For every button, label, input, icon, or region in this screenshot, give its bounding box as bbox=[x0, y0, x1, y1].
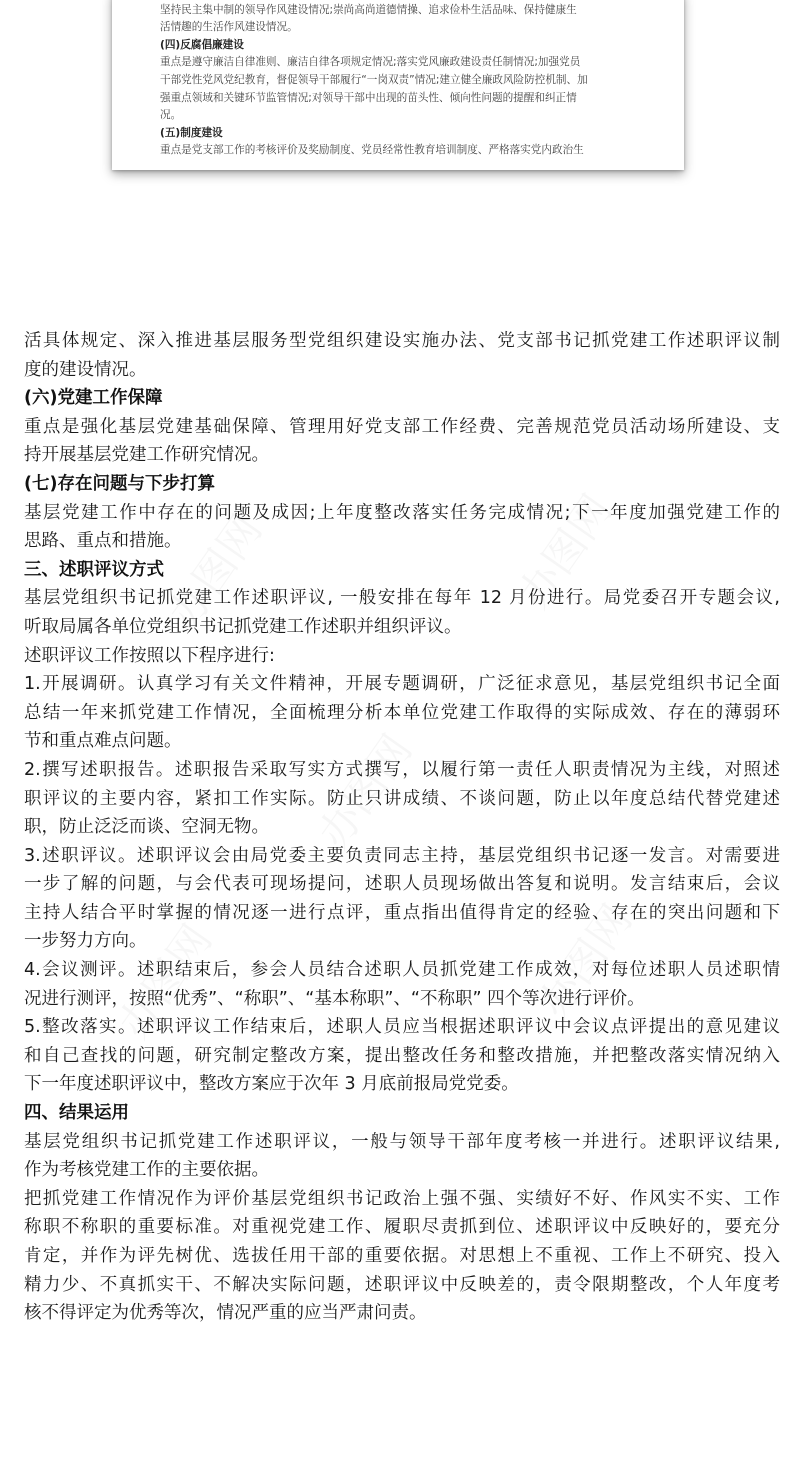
paper-line: 坚持民主集中制的领导作风建设情况;崇尚高尚道德情操、追求俭朴生活品味、保持健康生 bbox=[160, 3, 577, 16]
body-line: 把抓党建工作情况作为评价基层党组织书记政治上强不强、实绩好不好、作风实不实、工作 bbox=[24, 1188, 780, 1209]
paper-page bbox=[112, 0, 684, 170]
section-heading-7: (七)存在问题与下步打算 bbox=[24, 473, 215, 494]
step-line: 5.整改落实。述职评议工作结束后，述职人员应当根据述职评议中会议点评提出的意见建议 bbox=[24, 1017, 780, 1038]
step-line: 职评议的主要内容，紧扣工作实际。防止只讲成绩、不谈问题，防止以年度总结代替党建述 bbox=[24, 788, 780, 809]
body-line: 基层党组织书记抓党建工作述职评议，一般与领导干部年度考核一并进行。述职评议结果, bbox=[24, 1131, 780, 1152]
paper-line: 重点是党支部工作的考核评价及奖励制度、党员经常性教育培训制度、严格落实党内政治生 bbox=[160, 144, 584, 157]
step-line: 3.述职评议。述职评议会由局党委主要负责同志主持，基层党组织书记逐一发言。对需要进 bbox=[24, 845, 780, 866]
chapter-heading-3: 三、述职评议方式 bbox=[24, 559, 164, 580]
body-line: 度的建设情况。 bbox=[24, 359, 147, 380]
step-line: 主持人结合平时掌握的情况逐一进行点评，重点指出值得肯定的经验、存在的突出问题和下 bbox=[24, 902, 780, 923]
body-line: 基层党组织书记抓党建工作述职评议, 一般安排在每年 12 月份进行。局党委召开专题会议, bbox=[24, 588, 780, 609]
step-line: 1.开展调研。认真学习有关文件精神，开展专题调研，广泛征求意见，基层党组织书记全面 bbox=[24, 674, 780, 695]
paper-content bbox=[160, 0, 648, 160]
body-line: 肯定，并作为评先树优、选拔任用干部的重要依据。对思想上不重视、工作上不研究、投入 bbox=[24, 1246, 780, 1266]
step-line: 节和重点难点问题。 bbox=[24, 731, 182, 752]
paper-heading-5: (五)制度建设 bbox=[160, 126, 223, 139]
step-line: 总结一年来抓党建工作情况，全面梳理分析本单位党建工作取得的实际成效、存在的薄弱环 bbox=[24, 702, 780, 723]
body-line: 活具体规定、深入推进基层服务型党组织建设实施办法、党支部书记抓党建工作述职评议制 bbox=[24, 331, 780, 351]
document-body bbox=[24, 327, 780, 1328]
step-line: 一步努力方向。 bbox=[24, 931, 147, 952]
body-line: 基层党建工作中存在的问题及成因;上年度整改落实任务完成情况;下一年度加强党建工作的 bbox=[24, 502, 780, 523]
step-line: 况进行测评，按照“优秀”、“称职”、“基本称职”、“不称职” 四个等次进行评价。 bbox=[24, 988, 645, 1009]
document-preview bbox=[0, 0, 800, 200]
body-line: 称职不称职的重要标准。对重视党建工作、履职尽责抓到位、述职评议中反映好的，要充分 bbox=[24, 1217, 780, 1238]
body-line: 思路、重点和措施。 bbox=[24, 531, 182, 552]
body-line: 持开展基层党建工作研究情况。 bbox=[24, 445, 269, 466]
step-line: 职，防止泛泛而谈、空洞无物。 bbox=[24, 817, 269, 838]
step-line: 一步了解的问题，与会代表可现场提问，述职人员现场做出答复和说明。发言结束后，会议 bbox=[24, 874, 780, 895]
body-line: 述职评议工作按照以下程序进行: bbox=[24, 645, 275, 666]
step-line: 和自己查找的问题，研究制定整改方案，提出整改任务和整改措施，并把整改落实情况纳入 bbox=[24, 1045, 780, 1066]
body-line: 重点是强化基层党建基础保障、管理用好党支部工作经费、完善规范党员活动场所建设、支 bbox=[24, 416, 780, 437]
paper-line: 干部党性党风党纪教育，督促领导干部履行“一岗双责”情况;建立健全廉政风险防控机制、加 bbox=[160, 73, 588, 86]
chapter-heading-4: 四、结果运用 bbox=[24, 1103, 129, 1124]
paper-heading-4: (四)反腐倡廉建设 bbox=[160, 38, 244, 51]
step-line: 4.会议测评。述职结束后，参会人员结合述职人员抓党建工作成效，对每位述职人员述职情 bbox=[24, 960, 780, 981]
paper-line: 况。 bbox=[160, 109, 182, 122]
body-line: 核不得评定为优秀等次，情况严重的应当严肃问责。 bbox=[24, 1303, 427, 1324]
body-line: 听取局属各单位党组织书记抓党建工作述职并组织评议。 bbox=[24, 616, 462, 637]
step-line: 2.撰写述职报告。述职报告采取写实方式撰写，以履行第一责任人职责情况为主线，对照述 bbox=[24, 759, 780, 780]
body-line: 精力少、不真抓实干、不解决实际问题，述职评议中反映差的，责令限期整改，个人年度考 bbox=[24, 1274, 780, 1295]
paper-line: 强重点领域和关键环节监管情况;对领导干部中出现的苗头性、倾向性问题的提醒和纠正情 bbox=[160, 91, 577, 104]
body-line: 作为考核党建工作的主要依据。 bbox=[24, 1160, 269, 1181]
step-line: 下一年度述职评议中，整改方案应于次年 3 月底前报局党党委。 bbox=[24, 1074, 519, 1095]
paper-line: 活情趣的生活作风建设情况。 bbox=[160, 21, 298, 34]
paper-line: 重点是遵守廉洁自律准则、廉洁自律各项规定情况;落实党风廉政建设责任制情况;加强党员 bbox=[160, 56, 581, 69]
section-heading-6: (六)党建工作保障 bbox=[24, 388, 163, 409]
